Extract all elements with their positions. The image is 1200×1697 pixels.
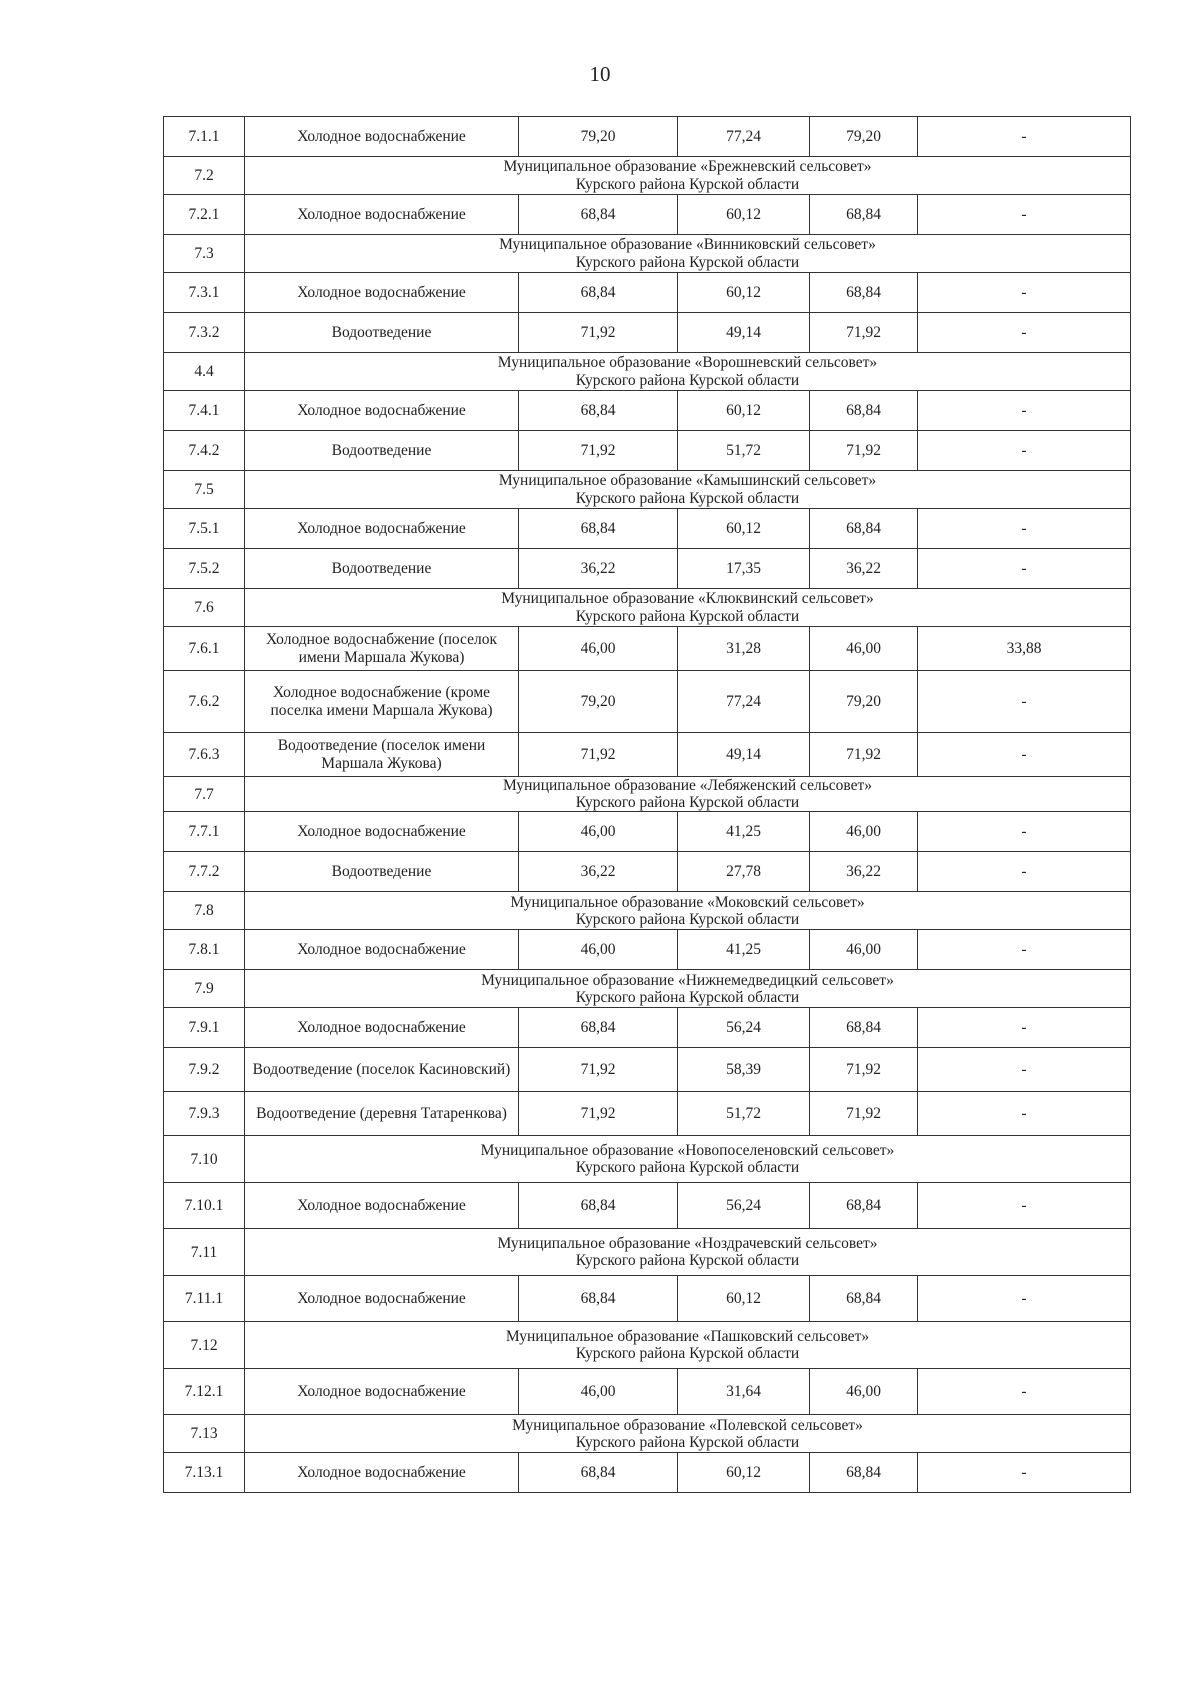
section-header-row	[164, 157, 1131, 195]
service-row	[164, 1183, 1131, 1229]
section-header-row	[164, 970, 1131, 1008]
row-number: 7.7	[164, 777, 245, 812]
row-number: 7.6.3	[164, 733, 245, 777]
service-name: Водоотведение (деревня Татаренкова)	[245, 1092, 519, 1136]
service-row	[164, 549, 1131, 589]
municipality-name: Муниципальное образование «Лебяженский сельсовет»	[502, 777, 873, 794]
page-number: 10	[589, 62, 611, 86]
tariff-value-v2: 77,24	[678, 671, 810, 733]
municipality-heading	[245, 1229, 1131, 1276]
municipality-heading	[245, 235, 1131, 273]
row-number: 7.3.2	[164, 313, 245, 353]
row-number: 7.8	[164, 892, 245, 930]
tariff-value-v1: 68,84	[519, 1276, 678, 1322]
municipality-name: Муниципальное образование «Винниковский сельсовет»	[499, 236, 876, 254]
municipality-region: Курского района Курской области	[575, 1252, 800, 1270]
service-row	[164, 1369, 1131, 1415]
municipality-heading	[245, 353, 1131, 391]
service-name: Холодное водоснабжение	[245, 930, 519, 970]
municipality-name: Муниципальное образование «Брежневский сельсовет»	[503, 158, 872, 176]
tariff-value-v3: 79,20	[810, 671, 918, 733]
tariff-value-v4: -	[918, 313, 1131, 353]
row-number: 7.1.1	[164, 117, 245, 157]
tariff-table	[163, 116, 1131, 1493]
tariff-value-v1: 68,84	[519, 1008, 678, 1048]
tariff-value-v4: -	[918, 1453, 1131, 1493]
tariff-value-v1: 71,92	[519, 1048, 678, 1092]
tariff-value-v4: 33,88	[918, 627, 1131, 671]
section-header-row	[164, 353, 1131, 391]
tariff-value-v3: 68,84	[810, 391, 918, 431]
tariff-value-v3: 68,84	[810, 509, 918, 549]
service-row	[164, 117, 1131, 157]
tariff-value-v3: 71,92	[810, 431, 918, 471]
service-row	[164, 1008, 1131, 1048]
section-header-row	[164, 1322, 1131, 1369]
row-number: 7.13.1	[164, 1453, 245, 1493]
municipality-region: Курского района Курской области	[575, 910, 800, 928]
tariff-value-v1: 71,92	[519, 313, 678, 353]
row-number: 7.2.1	[164, 195, 245, 235]
tariff-value-v4: -	[918, 812, 1131, 852]
tariff-value-v4: -	[918, 1092, 1131, 1136]
municipality-heading	[245, 1136, 1131, 1183]
service-row	[164, 930, 1131, 970]
tariff-value-v1: 46,00	[519, 627, 678, 671]
municipality-heading	[245, 471, 1131, 509]
service-row	[164, 733, 1131, 777]
tariff-value-v4: -	[918, 733, 1131, 777]
tariff-value-v3: 36,22	[810, 852, 918, 892]
service-row	[164, 627, 1131, 671]
tariff-value-v1: 79,20	[519, 671, 678, 733]
service-row	[164, 431, 1131, 471]
section-header-row	[164, 1415, 1131, 1453]
row-number: 7.3	[164, 235, 245, 273]
service-name: Холодное водоснабжение	[245, 117, 519, 157]
tariff-value-v1: 71,92	[519, 1092, 678, 1136]
municipality-region: Курского района Курской области	[575, 988, 800, 1006]
tariff-value-v4: -	[918, 273, 1131, 313]
tariff-value-v4: -	[918, 1048, 1131, 1092]
tariff-value-v4: -	[918, 509, 1131, 549]
row-number: 7.10.1	[164, 1183, 245, 1229]
tariff-value-v2: 77,24	[678, 117, 810, 157]
municipality-name: Муниципальное образование «Нижнемедведицкий сельсовет»	[481, 971, 894, 989]
tariff-value-v1: 68,84	[519, 1453, 678, 1493]
service-row	[164, 273, 1131, 313]
tariff-value-v3: 68,84	[810, 273, 918, 313]
service-name: Холодное водоснабжение (кроме поселка имени Маршала Жукова)	[245, 671, 519, 733]
service-row	[164, 852, 1131, 892]
tariff-value-v1: 46,00	[519, 930, 678, 970]
municipality-heading	[245, 589, 1131, 627]
section-header-row	[164, 892, 1131, 930]
service-name: Холодное водоснабжение	[245, 195, 519, 235]
row-number: 7.4.2	[164, 431, 245, 471]
municipality-name: Муниципальное образование «Пашковский сельсовет»	[505, 1328, 870, 1346]
section-header-row	[164, 235, 1131, 273]
tariff-value-v2: 60,12	[678, 195, 810, 235]
row-number: 7.4.1	[164, 391, 245, 431]
section-header-row	[164, 1229, 1131, 1276]
tariff-value-v4: -	[918, 195, 1131, 235]
service-row	[164, 195, 1131, 235]
tariff-value-v4: -	[918, 1276, 1131, 1322]
tariff-value-v4: -	[918, 930, 1131, 970]
municipality-heading	[245, 1322, 1131, 1369]
tariff-value-v4: -	[918, 391, 1131, 431]
tariff-value-v4: -	[918, 1369, 1131, 1415]
tariff-value-v2: 27,78	[678, 852, 810, 892]
tariff-value-v1: 79,20	[519, 117, 678, 157]
municipality-heading	[245, 1415, 1131, 1453]
tariff-value-v3: 68,84	[810, 195, 918, 235]
municipality-region: Курского района Курской области	[575, 1345, 800, 1363]
service-name: Холодное водоснабжение	[245, 391, 519, 431]
tariff-value-v3: 36,22	[810, 549, 918, 589]
service-name: Холодное водоснабжение	[245, 1453, 519, 1493]
tariff-value-v2: 60,12	[678, 1453, 810, 1493]
row-number: 7.12	[164, 1322, 245, 1369]
municipality-name: Муниципальное образование «Новопоселеновский сельсовет»	[480, 1142, 895, 1160]
tariff-value-v1: 68,84	[519, 273, 678, 313]
tariff-value-v2: 51,72	[678, 431, 810, 471]
tariff-value-v2: 49,14	[678, 313, 810, 353]
row-number: 7.7.2	[164, 852, 245, 892]
service-row	[164, 1276, 1131, 1322]
municipality-name: Муниципальное образование «Моковский сельсовет»	[510, 893, 865, 911]
tariff-value-v4: -	[918, 117, 1131, 157]
municipality-heading	[245, 777, 1131, 812]
row-number: 7.10	[164, 1136, 245, 1183]
service-row	[164, 1453, 1131, 1493]
row-number: 7.5.1	[164, 509, 245, 549]
tariff-value-v3: 68,84	[810, 1008, 918, 1048]
section-header-row	[164, 1136, 1131, 1183]
tariff-value-v2: 31,28	[678, 627, 810, 671]
tariff-value-v2: 49,14	[678, 733, 810, 777]
tariff-value-v2: 17,35	[678, 549, 810, 589]
tariff-value-v3: 46,00	[810, 1369, 918, 1415]
tariff-value-v3: 68,84	[810, 1183, 918, 1229]
section-header-row	[164, 471, 1131, 509]
tariff-value-v1: 46,00	[519, 1369, 678, 1415]
row-number: 7.12.1	[164, 1369, 245, 1415]
tariff-value-v4: -	[918, 1183, 1131, 1229]
tariff-value-v1: 68,84	[519, 1183, 678, 1229]
tariff-value-v2: 56,24	[678, 1008, 810, 1048]
section-header-row	[164, 777, 1131, 812]
service-name: Холодное водоснабжение	[245, 1369, 519, 1415]
municipality-region: Курского района Курской области	[575, 607, 800, 625]
municipality-region: Курского района Курской области	[575, 253, 800, 271]
municipality-region: Курского района Курской области	[575, 1433, 800, 1451]
table-body	[164, 117, 1131, 1493]
row-number: 7.9	[164, 970, 245, 1008]
municipality-name: Муниципальное образование «Ноздрачевский сельсовет»	[497, 1235, 878, 1253]
service-name: Холодное водоснабжение (поселок имени Маршала Жукова)	[245, 627, 519, 671]
service-name: Водоотведение (поселок имени Маршала Жукова)	[245, 733, 519, 777]
row-number: 7.2	[164, 157, 245, 195]
service-name: Водоотведение (поселок Касиновский)	[245, 1048, 519, 1092]
tariff-value-v2: 60,12	[678, 1276, 810, 1322]
tariff-value-v2: 58,39	[678, 1048, 810, 1092]
municipality-region: Курского района Курской области	[575, 1159, 800, 1177]
tariff-value-v3: 79,20	[810, 117, 918, 157]
service-name: Холодное водоснабжение	[245, 1183, 519, 1229]
service-row	[164, 509, 1131, 549]
row-number: 7.9.3	[164, 1092, 245, 1136]
service-name: Водоотведение	[245, 313, 519, 353]
service-name: Водоотведение	[245, 431, 519, 471]
tariff-value-v3: 46,00	[810, 627, 918, 671]
tariff-value-v4: -	[918, 431, 1131, 471]
row-number: 7.11.1	[164, 1276, 245, 1322]
service-name: Холодное водоснабжение	[245, 812, 519, 852]
tariff-value-v3: 46,00	[810, 930, 918, 970]
tariff-value-v4: -	[918, 852, 1131, 892]
municipality-region: Курского района Курской области	[575, 175, 800, 193]
municipality-region: Курского района Курской области	[575, 794, 800, 812]
municipality-heading	[245, 157, 1131, 195]
tariff-value-v1: 68,84	[519, 509, 678, 549]
tariff-value-v4: -	[918, 671, 1131, 733]
service-name: Водоотведение	[245, 549, 519, 589]
municipality-name: Муниципальное образование «Камышинский сельсовет»	[498, 472, 877, 490]
row-number: 7.3.1	[164, 273, 245, 313]
tariff-value-v2: 60,12	[678, 391, 810, 431]
tariff-value-v1: 46,00	[519, 812, 678, 852]
service-name: Холодное водоснабжение	[245, 273, 519, 313]
tariff-value-v2: 60,12	[678, 509, 810, 549]
municipality-name: Муниципальное образование «Полевской сельсовет»	[512, 1416, 863, 1434]
row-number: 7.5	[164, 471, 245, 509]
service-row	[164, 1092, 1131, 1136]
municipality-region: Курского района Курской области	[575, 489, 800, 507]
tariff-value-v1: 68,84	[519, 195, 678, 235]
tariff-value-v2: 56,24	[678, 1183, 810, 1229]
row-number: 7.8.1	[164, 930, 245, 970]
tariff-value-v1: 36,22	[519, 549, 678, 589]
municipality-name: Муниципальное образование «Ворошневский сельсовет»	[497, 354, 878, 372]
row-number: 7.6	[164, 589, 245, 627]
row-number: 7.6.2	[164, 671, 245, 733]
service-row	[164, 671, 1131, 733]
row-number: 4.4	[164, 353, 245, 391]
municipality-region: Курского района Курской области	[575, 371, 800, 389]
row-number: 7.6.1	[164, 627, 245, 671]
tariff-value-v1: 71,92	[519, 733, 678, 777]
municipality-heading	[245, 970, 1131, 1008]
service-row	[164, 812, 1131, 852]
service-row	[164, 313, 1131, 353]
tariff-value-v4: -	[918, 1008, 1131, 1048]
row-number: 7.9.2	[164, 1048, 245, 1092]
row-number: 7.13	[164, 1415, 245, 1453]
tariff-value-v2: 60,12	[678, 273, 810, 313]
tariff-value-v3: 71,92	[810, 733, 918, 777]
municipality-name: Муниципальное образование «Клюквинский сельсовет»	[501, 590, 874, 608]
service-name: Холодное водоснабжение	[245, 509, 519, 549]
tariff-value-v4: -	[918, 549, 1131, 589]
row-number: 7.7.1	[164, 812, 245, 852]
tariff-value-v3: 68,84	[810, 1453, 918, 1493]
tariff-value-v1: 68,84	[519, 391, 678, 431]
tariff-value-v2: 31,64	[678, 1369, 810, 1415]
tariff-value-v3: 71,92	[810, 1048, 918, 1092]
tariff-value-v1: 36,22	[519, 852, 678, 892]
service-name: Холодное водоснабжение	[245, 1008, 519, 1048]
row-number: 7.11	[164, 1229, 245, 1276]
tariff-value-v3: 71,92	[810, 313, 918, 353]
tariff-value-v3: 71,92	[810, 1092, 918, 1136]
row-number: 7.5.2	[164, 549, 245, 589]
tariff-value-v2: 51,72	[678, 1092, 810, 1136]
tariff-value-v3: 46,00	[810, 812, 918, 852]
tariff-value-v2: 41,25	[678, 930, 810, 970]
service-row	[164, 391, 1131, 431]
municipality-heading	[245, 892, 1131, 930]
tariff-value-v1: 71,92	[519, 431, 678, 471]
tariff-value-v3: 68,84	[810, 1276, 918, 1322]
service-name: Водоотведение	[245, 852, 519, 892]
service-name: Холодное водоснабжение	[245, 1276, 519, 1322]
service-row	[164, 1048, 1131, 1092]
tariff-value-v2: 41,25	[678, 812, 810, 852]
section-header-row	[164, 589, 1131, 627]
row-number: 7.9.1	[164, 1008, 245, 1048]
